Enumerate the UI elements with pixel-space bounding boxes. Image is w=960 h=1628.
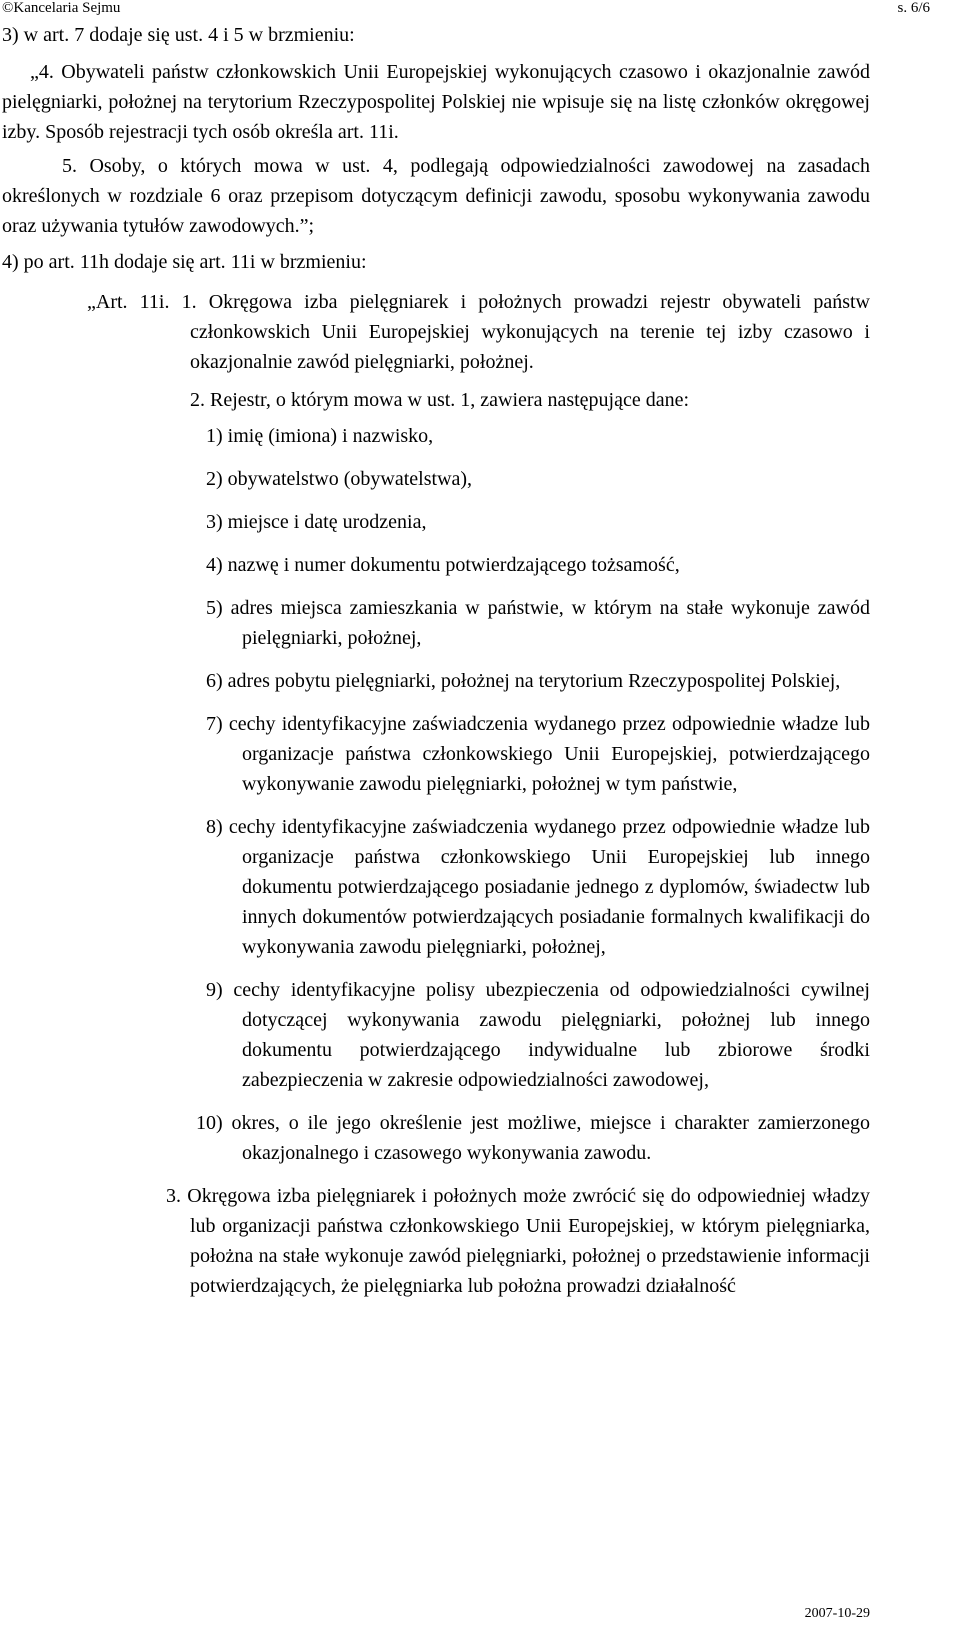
footer-date: 2007-10-29 xyxy=(804,1606,870,1621)
list-item: 6) adres pobytu pielęgniarki, położnej na terytorium Rzeczypospolitej Polskiej, xyxy=(206,670,841,692)
quoted-paragraph-5: 5. Osoby, o których mowa w ust. 4, podlegają odpowiedzialności zawodowej na zasadach określonych w rozdziale 6 oraz przepisom dotyczącym definicji zawodu, sposobu wykonywania zawodu oraz używania tytułów zawodowych.”; xyxy=(2,155,870,237)
list-item: 3) miejsce i datę urodzenia, xyxy=(206,511,427,533)
list-item: 1) imię (imiona) i nazwisko, xyxy=(206,425,434,447)
article-11i-paragraph-3: 3. Okręgowa izba pielęgniarek i położnych może zwrócić się do odpowiedniej władzy lub organizacji państwa członkowskiego Unii Europejskiej, w którym pielęgniarka, położna na stałe wykonuje zawód pielęgniarki, położnej o przedstawienie informacji potwierdzających, że pielęgniarka lub położna prowadzi działalność xyxy=(166,1185,870,1297)
list-item: 9) cechy identyfikacyjne polisy ubezpieczenia od odpowiedzialności cywilnej dotyczącej wykonywania zawodu pielęgniarki, położnej lub innego dokumentu potwierdzającego indywidualne lub zbiorowe środki zabezpieczenia w zakresie odpowiedzialności zawodowej, xyxy=(206,979,870,1091)
amendment-3: 3) w art. 7 dodaje się ust. 4 i 5 w brzmieniu: xyxy=(2,24,355,46)
header-copyright: ©Kancelaria Sejmu xyxy=(2,0,121,16)
list-item: 5) adres miejsca zamieszkania w państwie, w którym na stałe wykonuje zawód pielęgniarki, położnej, xyxy=(206,597,870,649)
list-item: 2) obywatelstwo (obywatelstwa), xyxy=(206,468,473,490)
register-data-list xyxy=(0,421,960,1168)
list-item: 7) cechy identyfikacyjne zaświadczenia wydanego przez odpowiednie władze lub organizacje państwa członkowskiego Unii Europejskiej, potwierdzającego wykonywanie zawodu pielęgniarki, położnej w tym państwie, xyxy=(206,713,870,795)
quoted-paragraph-4: „4. Obywateli państw członkowskich Unii Europejskiej wykonujących czasowo i okazjonalnie zawód pielęgniarki, położnej na terytorium Rzeczypospolitej Polskiej nie wpisuje się na listę członków okręgowej izby. Sposób rejestracji tych osób określa art. 11i. xyxy=(2,61,870,143)
header-page-number: s. 6/6 xyxy=(897,0,930,16)
list-item: 8) cechy identyfikacyjne zaświadczenia wydanego przez odpowiednie władze lub organizacje państwa członkowskiego Unii Europejskiej lub innego dokumentu potwierdzającego posiadanie jednego z dyplomów, świadectw lub innych dokumentów potwierdzających posiadanie formalnych kwalifikacji do wykonywania zawodu pielęgniarki, położnej, xyxy=(206,816,870,958)
list-item: 10) okres, o ile jego określenie jest możliwe, miejsce i charakter zamierzonego okazjonalnego i czasowego wykonywania zawodu. xyxy=(196,1112,870,1164)
page-header xyxy=(0,0,960,20)
article-11i-paragraph-1: „Art. 11i. 1. Okręgowa izba pielęgniarek i położnych prowadzi rejestr obywateli państw członkowskich Unii Europejskiej wykonujących na terenie tej izby czasowo i okazjonalnie zawód pielęgniarki, położnej. xyxy=(87,291,870,373)
document-body xyxy=(0,20,960,1301)
list-item: 4) nazwę i numer dokumentu potwierdzającego tożsamość, xyxy=(206,554,680,576)
amendment-4: 4) po art. 11h dodaje się art. 11i w brzmieniu: xyxy=(2,251,367,273)
article-11i-paragraph-2: 2. Rejestr, o którym mowa w ust. 1, zawiera następujące dane: xyxy=(190,389,690,411)
